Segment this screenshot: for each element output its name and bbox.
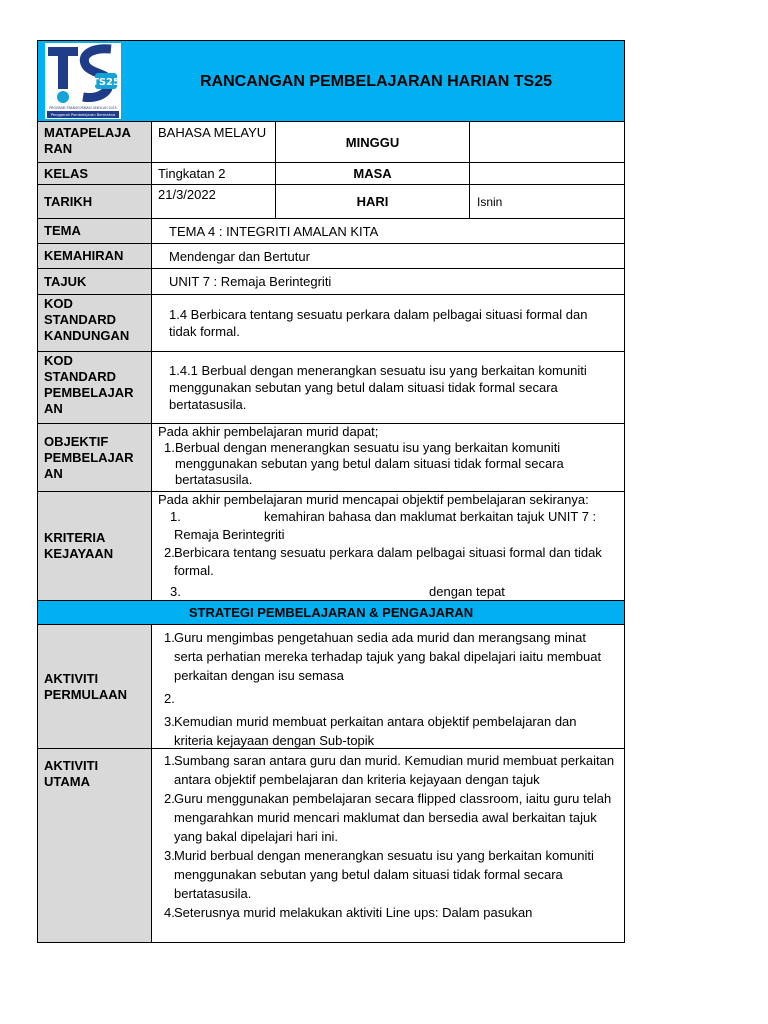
ts25-logo [45, 43, 121, 119]
row-utama [38, 749, 624, 943]
value-kriteria [152, 492, 624, 600]
value-kelas: Tingkatan 2 [152, 163, 276, 184]
label-kod-pembelajaran: KOD STANDARD PEMBELAJAR AN [38, 352, 152, 423]
label-minggu: MINGGU [276, 122, 470, 162]
value-kod-kandungan: 1.4 Berbicara tentang sesuatu perkara dalam pelbagai situasi formal dan tidak formal. [169, 307, 588, 339]
label-kemahiran: KEMAHIRAN [38, 244, 152, 268]
value-masa [470, 163, 624, 184]
objektif-list [158, 440, 618, 488]
label-kod-kandungan: KOD STANDARD KANDUNGAN [38, 295, 152, 351]
list-item-text: kemahiran bahasa dan maklumat berkaitan tajuk UNIT 7 : Remaja Berintegriti [174, 509, 597, 542]
list-item-text: Guru menggunakan pembelajaran secara flipped classroom, iaitu guru telah mengarahkan murid mencari maklumat dan bersedia awal berkaitan tajuk yang bakal dipelajari hari ini. [174, 791, 612, 844]
section-title: STRATEGI PEMBELAJARAN & PENGAJARAN [188, 605, 474, 620]
value-permulaan [152, 625, 624, 748]
value-kod-pembelajaran: 1.4.1 Berbual dengan menerangkan sesuatu isu yang berkaitan komuniti menggunakan sebutan yang betul dalam situasi tidak formal secara bertatasusila. [169, 363, 587, 412]
row-kriteria [38, 492, 624, 601]
list-item-number: 3. [170, 584, 181, 599]
list-item-number: 2. [164, 545, 175, 560]
value-hari: Isnin [477, 194, 503, 209]
list-item-text: Murid berbual dengan menerangkan sesuatu isu yang berkaitan komuniti menggunakan sebutan yang betul dalam situasi tidak formal secara bertatasusila. [174, 848, 594, 901]
value-kemahiran: Mendengar dan Bertutur [169, 248, 310, 264]
objektif-intro: Pada akhir pembelajaran murid dapat; [158, 424, 379, 439]
label-tema: TEMA [38, 219, 152, 243]
list-item-text: Berbicara tentang sesuatu perkara dalam pelbagai situasi formal dan tidak formal. [174, 545, 602, 578]
list-item [158, 689, 618, 708]
value-objektif [152, 424, 624, 491]
kriteria-intro: Pada akhir pembelajaran murid mencapai objektif pembelajaran sekiranya: [158, 492, 589, 507]
value-utama [152, 749, 624, 943]
list-item-number: 1. [170, 509, 181, 524]
section-strategi [38, 601, 624, 625]
list-item-text: Guru mengimbas pengetahuan sedia ada murid dan merangsang minat serta perhatian mereka terhadap tajuk yang bakal dipelajari iaitu membuat perkaitan dengan isu semasa [174, 630, 602, 683]
row-kemahiran [38, 244, 624, 269]
utama-list [158, 751, 618, 922]
logo-caption-2: Penggerak Pembelajaran Bermakna [50, 113, 116, 117]
list-item [158, 628, 618, 685]
value-matapelajaran: BAHASA MELAYU [152, 122, 276, 162]
label-matapelajaran: MATAPELAJA RAN [38, 122, 152, 162]
list-item-number: 3. [164, 714, 175, 729]
label-kelas: KELAS [38, 163, 152, 184]
list-item-number: 1. [164, 440, 175, 455]
row-tema [38, 219, 624, 244]
label-masa: MASA [276, 163, 470, 184]
row-matapelajaran [38, 122, 624, 163]
list-item [158, 544, 618, 580]
list-item [158, 789, 618, 846]
row-kod-kandungan [38, 295, 624, 352]
list-item-number: 1. [164, 630, 175, 645]
list-item-text: dengan tepat [429, 584, 505, 599]
list-item-number: 3. [164, 848, 175, 863]
document-header [38, 41, 624, 122]
list-item [158, 508, 618, 544]
logo-caption-1: PROGRAM TRANSFORMASI SEKOLAH 2025 [49, 106, 117, 110]
list-item-number: 1. [164, 753, 175, 768]
list-item-text: Sumbang saran antara guru dan murid. Kemudian murid membuat perkaitan antara objektif pembelajaran dan kriteria kejayaan dengan tajuk [174, 753, 615, 787]
ts25-logo-icon [45, 43, 121, 119]
list-item [158, 903, 618, 922]
list-item-text: Seterusnya murid melakukan aktiviti Line ups: Dalam pasukan [174, 905, 533, 920]
row-permulaan [38, 625, 624, 749]
row-tajuk [38, 269, 624, 295]
row-objektif [38, 424, 624, 492]
lesson-plan-table [37, 40, 625, 943]
list-item [158, 583, 618, 600]
row-tarikh [38, 185, 624, 219]
list-item-number: 2. [164, 691, 175, 706]
value-tarikh: 21/3/2022 [152, 185, 276, 218]
label-kriteria: KRITERIA KEJAYAAN [38, 492, 152, 600]
label-permulaan: AKTIVITI PERMULAAN [38, 625, 152, 748]
value-tema: TEMA 4 : INTEGRITI AMALAN KITA [169, 223, 379, 239]
label-objektif: OBJEKTIF PEMBELAJAR AN [38, 424, 152, 491]
document-title: RANCANGAN PEMBELAJARAN HARIAN TS25 [199, 72, 553, 90]
row-kelas [38, 163, 624, 185]
kriteria-list [158, 508, 618, 600]
list-item-text: Berbual dengan menerangkan sesuatu isu yang berkaitan komuniti menggunakan sebutan yang betul dalam situasi tidak formal secara bertatasusila. [175, 440, 564, 487]
value-tajuk: UNIT 7 : Remaja Berintegriti [169, 274, 332, 289]
row-kod-pembelajaran [38, 352, 624, 424]
label-tarikh: TARIKH [38, 185, 152, 218]
label-hari: HARI [276, 185, 470, 218]
permulaan-list [158, 628, 618, 748]
label-utama: AKTIVITI UTAMA [38, 749, 152, 943]
value-minggu [470, 122, 624, 162]
list-item [158, 712, 618, 748]
logo-mark: TS25 [92, 77, 120, 88]
list-item [158, 751, 618, 789]
list-item [158, 846, 618, 903]
list-item-number: 2. [164, 791, 175, 806]
list-item-number: 4. [164, 905, 175, 920]
list-item [158, 440, 618, 488]
label-tajuk: TAJUK [38, 269, 152, 294]
list-item-text: Kemudian murid membuat perkaitan antara objektif pembelajaran dan kriteria kejayaan dengan Sub-topik [174, 714, 577, 748]
